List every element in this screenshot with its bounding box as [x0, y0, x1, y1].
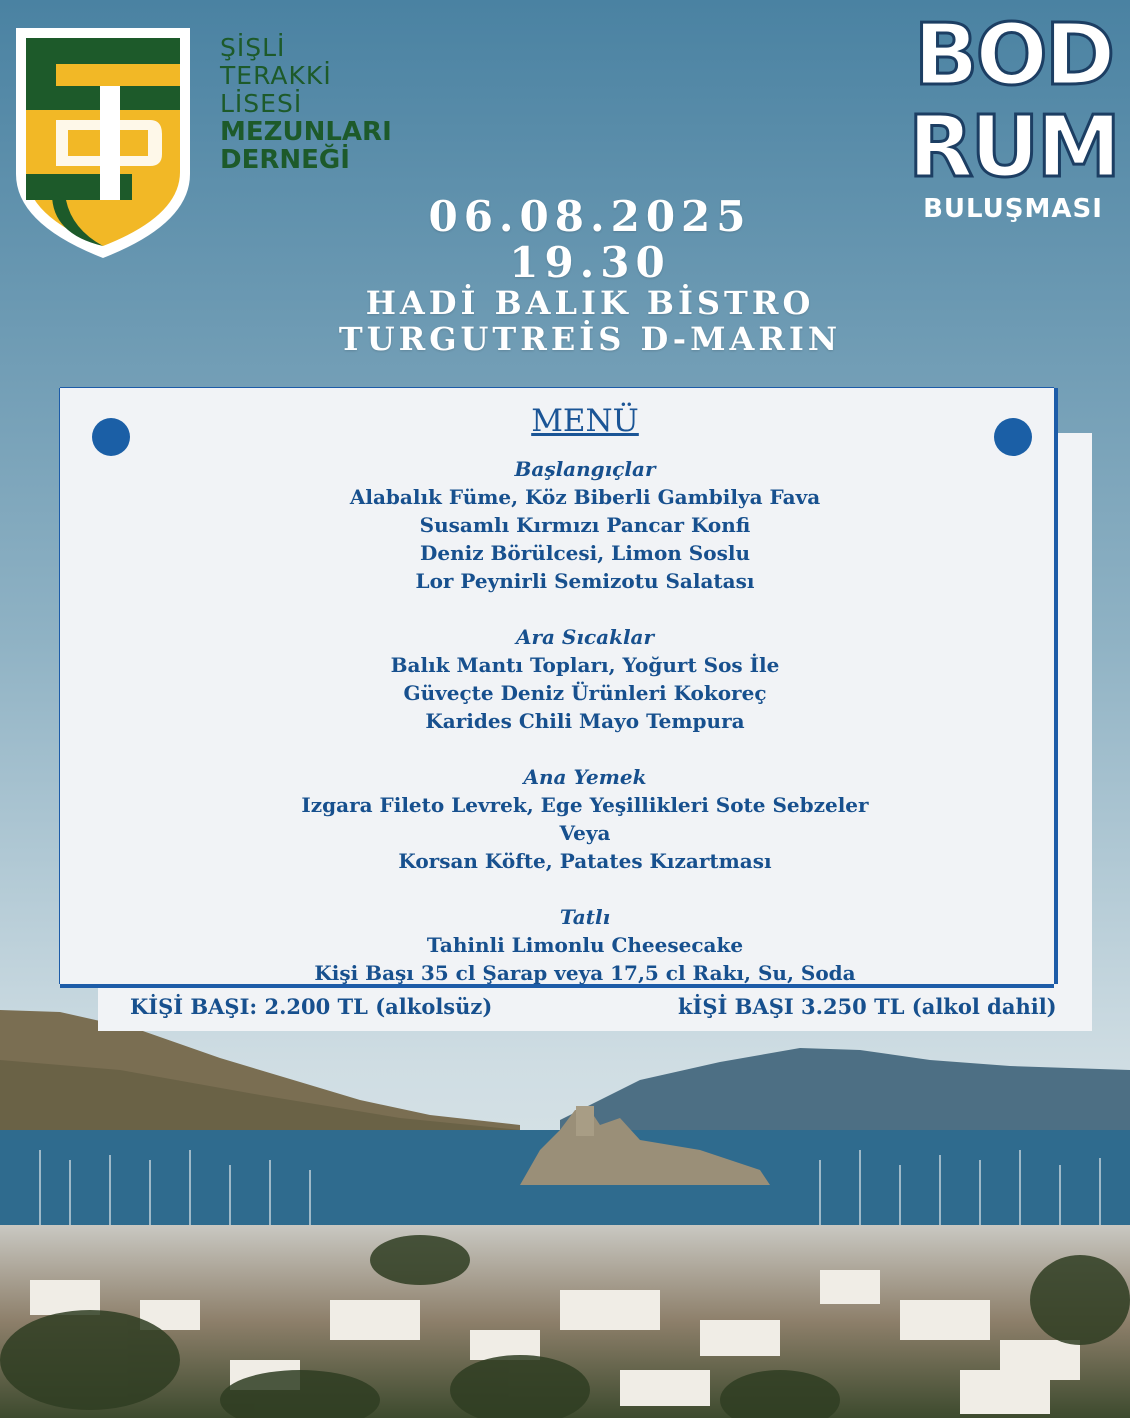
menu-item: Veya — [559, 821, 611, 845]
menu-item: Tahinli Limonlu Cheesecake — [426, 933, 744, 957]
menu-section-title: Ara Sıcaklar — [515, 625, 655, 649]
org-name-line: DERNEĞİ — [220, 145, 350, 175]
org-name — [220, 34, 392, 174]
price-with-alcohol: kİŞİ BAŞI 3.250 TL (alkol dahil) — [678, 994, 1057, 1019]
menu-item: Karides Chili Mayo Tempura — [425, 709, 745, 733]
menu-item: Alabalık Füme, Köz Biberli Gambilya Fava — [349, 485, 821, 509]
menu-section-title: Başlangıçlar — [514, 457, 656, 481]
price-without-alcohol: KİŞİ BAŞI: 2.200 TL (alkolsüz) — [130, 994, 493, 1019]
menu-list — [60, 455, 1110, 987]
bodrum-line-1: BOD — [913, 6, 1113, 105]
menu-item: Güveçte Deniz Ürünleri Kokoreç — [403, 681, 767, 705]
org-name-line: ŞİŞLİ — [220, 33, 286, 62]
menu-item: Izgara Fileto Levrek, Ege Yeşillikleri Sote Sebzeler — [301, 793, 869, 817]
menu-section-title: Tatlı — [559, 905, 611, 929]
menu-item: Korsan Köfte, Patates Kızartması — [398, 849, 772, 873]
menu-item: Lor Peynirli Semizotu Salatası — [415, 569, 755, 593]
menu-item: Deniz Börülcesi, Limon Soslu — [420, 541, 750, 565]
menu-item: Balık Mantı Topları, Yoğurt Sos İle — [390, 653, 780, 677]
org-name-line: TERAKKİ — [220, 61, 332, 90]
event-location: TURGUTREİS D-MARIN — [338, 320, 842, 358]
org-name-line: MEZUNLARI — [220, 117, 392, 147]
menu-title: MENÜ — [531, 403, 639, 439]
event-date: 06.08.2025 — [428, 192, 752, 241]
event-venue: HADİ BALIK BİSTRO — [365, 284, 815, 322]
menu-item: Susamlı Kırmızı Pancar Konfi — [419, 513, 751, 537]
org-shield-logo — [12, 24, 194, 262]
bodrum-line-2: RUM — [907, 98, 1119, 197]
menu-section-title: Ana Yemek — [523, 765, 647, 789]
event-time: 19.30 — [509, 238, 671, 287]
bodrum-subtitle: BULUŞMASI — [923, 194, 1103, 224]
menu-item: Kişi Başı 35 cl Şarap veya 17,5 cl Rakı, Su, Soda — [314, 961, 856, 985]
org-name-line: LİSESİ — [220, 89, 303, 118]
